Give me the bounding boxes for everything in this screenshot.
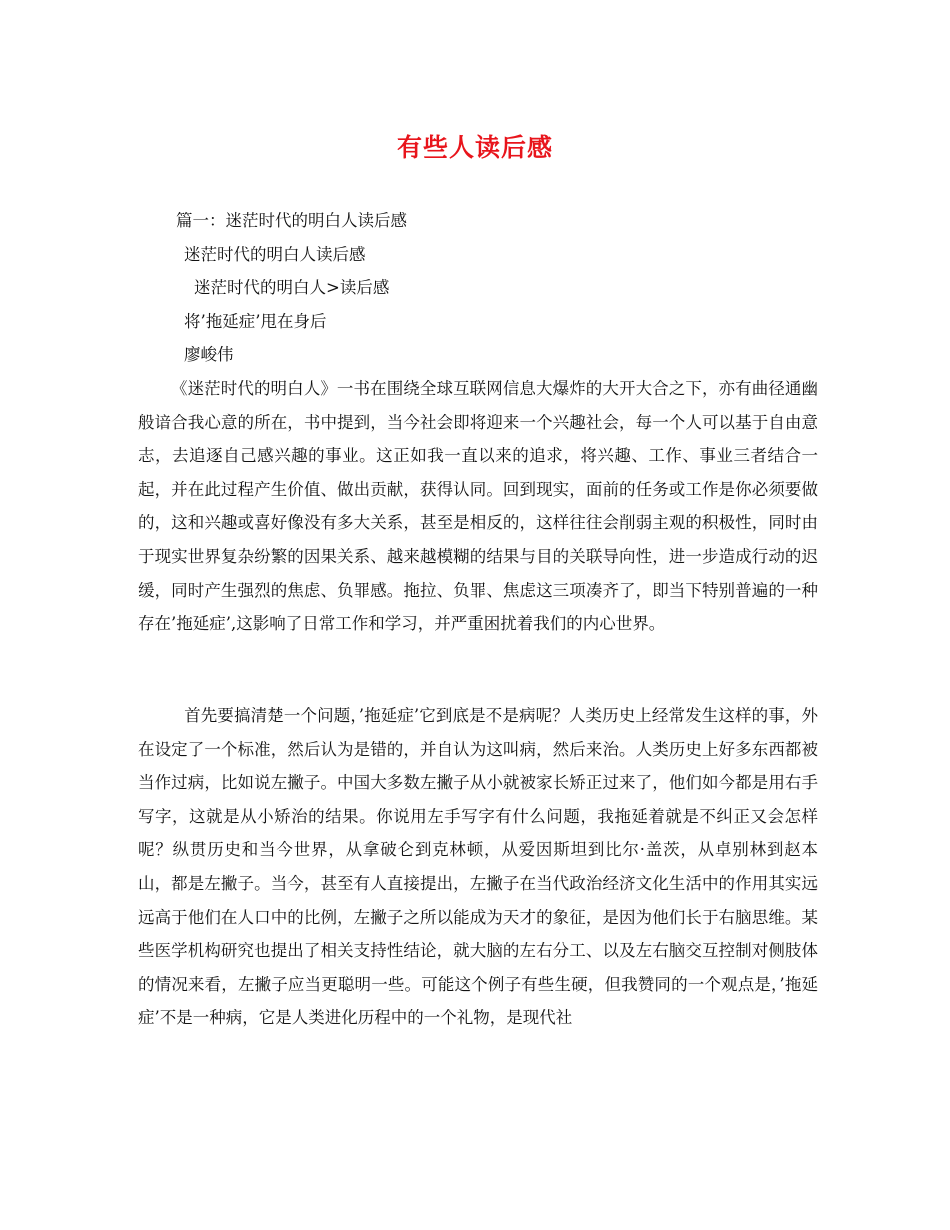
document-title: 有些人读后感: [396, 133, 553, 162]
author-name: 廖峻伟: [184, 345, 234, 364]
body-paragraph-1: 《迷茫时代的明白人》一书在围绕全球互联网信息大爆炸的大开大合之下，亦有曲径通幽般谙合我心意的所在，书中提到，当今社会即将迎来一个兴趣社会，每一个人可以基于自由意志，去追逐自己感兴趣的事业。这正如我一直以来的追求，将兴趣、工作、事业三者结合一起，并在此过程产生价值、做出贡献，获得认同。回到现实，面前的任务或工作是你必须要做的，这和兴趣或喜好像没有多大关系，甚至是相反的，这样往往会削弱主观的积极性，同时由于现实世界复杂纷繁的因果关系、越来越模糊的结果与目的关联导向性，进一步造成行动的迟缓，同时产生强烈的焦虑、负罪感。拖拉、负罪、焦虑这三项凑齐了，即当下特别普遍的一种存在’拖延症’,这影响了日常工作和学习，并严重困扰着我们的内心世界。: [138, 379, 818, 634]
book-title-line-alt: 迷茫时代的明白人>读后感: [194, 278, 390, 297]
book-title-line: 迷茫时代的明白人读后感: [184, 245, 366, 264]
body-paragraph-2: 首先要搞清楚一个问题，’拖延症’它到底是不是病呢？人类历史上经常发生这样的事，外在设定了一个标准，然后认为是错的，并自认为这叫病，然后来治。人类历史上好多东西都被当作过病，比如说左撇子。中国大多数左撇子从小就被家长矫正过来了，他们如今都是用右手写字，这就是从小矫治的结果。你说用左手写字有什么问题，我拖延着就是不纠正又会怎样呢？纵贯历史和当今世界，从拿破仑到克林顿，从爱因斯坦到比尔·盖茨，从卓别林到赵本山，都是左撇子。当今，甚至有人直接提出，左撇子在当代政治经济文化生活中的作用其实远远高于他们在人口中的比例，左撇子之所以能成为天才的象征，是因为他们长于右脑思维。某些医学机构研究也提出了相关支持性结论，就大脑的左右分工、以及左右脑交互控制对侧肢体的情况来看，左撇子应当更聪明一些。可能这个例子有些生硬，但我赞同的一个观点是，’拖延症’不是一种病，它是人类进化历程中的一个礼物，是现代社: [138, 706, 818, 1028]
chapter-heading: 篇一：迷茫时代的明白人读后感: [176, 211, 407, 230]
essay-subtitle: 将’拖延症’甩在身后: [184, 312, 327, 331]
